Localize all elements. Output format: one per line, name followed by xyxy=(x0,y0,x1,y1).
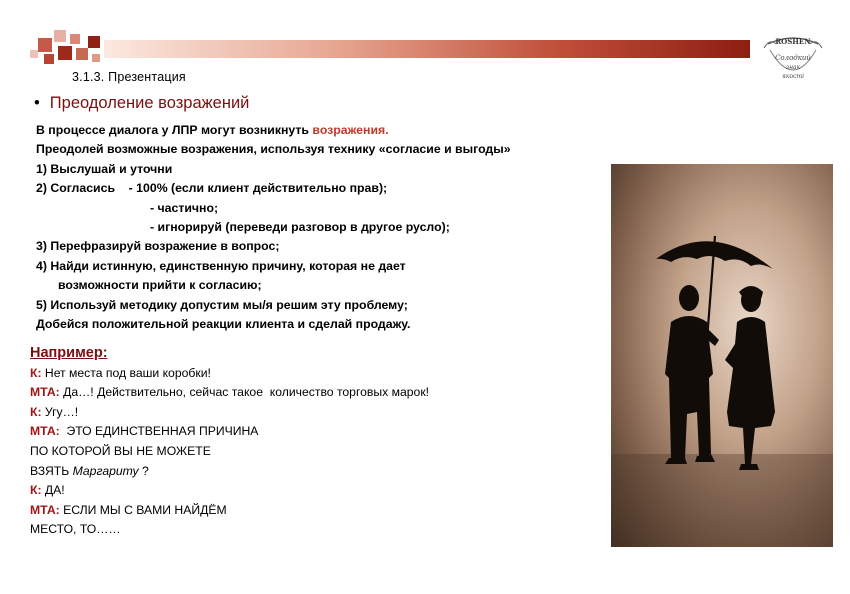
main-line-3: 2) Согласись - 100% (если клиент действительно прав); xyxy=(36,181,388,196)
silhouette-image xyxy=(611,164,833,547)
dialog-line-7: К: ДА! xyxy=(30,483,65,498)
umbrella-silhouettes-photo xyxy=(611,164,833,547)
header-gradient-bar xyxy=(104,40,750,58)
main-line-6: 3) Перефразируй возражение в вопрос; xyxy=(36,239,280,254)
dialog-line-9: МЕСТО, ТО…… xyxy=(30,522,121,537)
decor-square-3 xyxy=(70,34,80,44)
logo-script-line-3: якості xyxy=(781,73,805,80)
main-line-10: Добейся положительной реакции клиента и сделай продажу. xyxy=(36,317,411,332)
main-line-8: возможности прийти к согласию; xyxy=(58,278,262,293)
dialog-line-8: МТА: ЕСЛИ МЫ С ВАМИ НАЙДЁМ xyxy=(30,502,227,517)
decor-square-4 xyxy=(44,54,54,64)
main-line-4: - частично; xyxy=(150,200,219,215)
logo-script-line-2: знак xyxy=(785,64,801,71)
decor-square-9 xyxy=(92,54,100,62)
intro-line xyxy=(36,121,676,140)
dialog-line-1: К: Нет места под ваши коробки! xyxy=(30,365,211,380)
logo-top-text: ROSHEN xyxy=(775,37,811,46)
section-number: 3.1.3. Презентация xyxy=(72,70,186,84)
main-line-2: 1) Выслушай и уточни xyxy=(36,161,173,176)
roshen-logo xyxy=(760,30,826,92)
intro-prefix: В процессе диалога у ЛПР могут возникнуть xyxy=(36,123,313,137)
dialog-line-6: ВЗЯТЬ Маргариту ? xyxy=(30,463,149,478)
decor-square-6 xyxy=(76,48,88,60)
example-block xyxy=(30,344,605,540)
main-line-1: Преодолей возможные возражения, используя технику «согласие и выгоды» xyxy=(36,142,511,157)
main-line-5: - игнорируй (переведи разговор в другое русло); xyxy=(150,220,450,235)
example-title: Например: xyxy=(30,345,108,361)
logo-script-line-1: Солодкий xyxy=(775,54,811,62)
main-line-7: 4) Найди истинную, единственную причину, которая не дает xyxy=(36,258,406,273)
bullet-dot: • xyxy=(34,94,40,112)
decor-square-8 xyxy=(30,50,38,58)
decor-square-5 xyxy=(58,46,72,60)
dialog-line-4: МТА: ЭТО ЕДИНСТВЕННАЯ ПРИЧИНА xyxy=(30,424,259,439)
decor-square-1 xyxy=(38,38,52,52)
decor-square-2 xyxy=(54,30,66,42)
dialog-line-2: МТА: Да…! Действительно, сейчас такое количество торговых марок! xyxy=(30,385,430,400)
bullet-title xyxy=(34,94,249,113)
dialog-line-5: ПО КОТОРОЙ ВЫ НЕ МОЖЕТЕ xyxy=(30,443,211,458)
dialog-line-3: К: Угу…! xyxy=(30,404,79,419)
intro-accent: возражения. xyxy=(312,123,389,137)
bullet-title-text: Преодоление возражений xyxy=(49,94,250,112)
decor-square-7 xyxy=(88,36,100,48)
main-line-9: 5) Используй методику допустим мы/я решим эту проблему; xyxy=(36,297,408,312)
main-text-block xyxy=(36,121,676,334)
